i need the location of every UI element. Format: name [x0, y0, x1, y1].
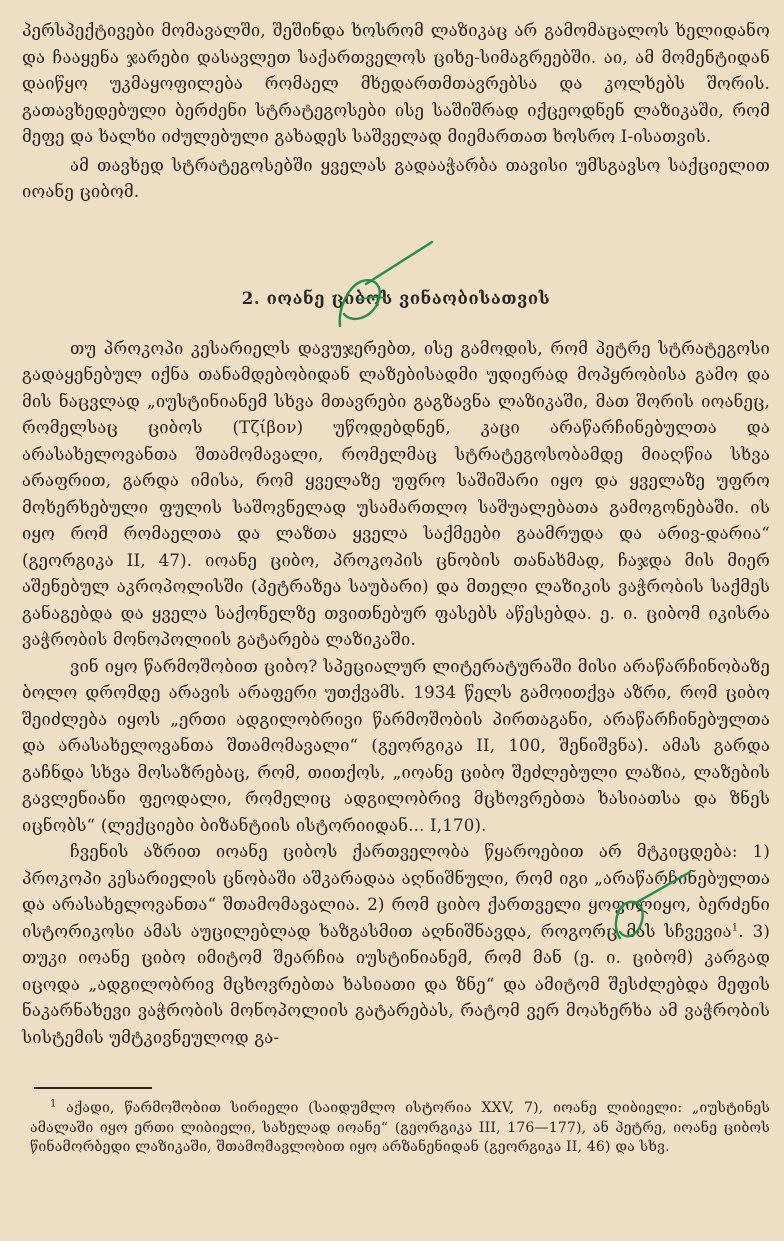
- paragraph-5-tail: . 3) თუკი იოანე ციბო იმიტომ შეარჩია იუსტინიანემ, რომ მან (ე. ი. ციბომ) კარგად იცოდა „ადგილობრივ მცხოვრებთა ხასიათი და ზნე“ და ამიტომ შესძლებდა მეფის ნაკარნახევი ვაჭრობის მონოპოლიის გატარებას, რატომ ვერ მოახერხა ამ ვაჭრობის სისტემის უმტკივნეულოდ გა-: [22, 921, 770, 1047]
- footnote-reference: 1: [731, 921, 739, 933]
- paragraph-5-text: ჩვენის აზრით იოანე ციბოს ქართველობა წყაროებით არ მტკიცდება: 1) პროკოპი კესარიელის ცნობაში აშკარადაა აღნიშნული, რომ იგი „არაწარჩინებულთა და არასახელოვანთა“ შთამომავალია. 2) რომ ციბო ქართველი ყოფილიყო, ბერძენი ისტორიკოსი ამას აუცილებლად ხაზგასმით აღნიშნავდა, როგორც მას სჩვევია: [22, 842, 770, 941]
- handwritten-pen-mark-heading: [300, 238, 440, 334]
- paragraph-2: ამ თავხედ სტრატეგოსებში ყველას გადააჭარბა თავისი უმსგავსო საქციელით იოანე ციბომ.: [22, 155, 770, 201]
- paragraph-4: ვინ იყო წარმოშობით ციბო? სპეციალურ ლიტერატურაში მისი არაწარჩინობაზე ბოლო დრომდე არავის არაფერი უთქვამს. 1934 წელს გამოითქვა აზრი, რომ ციბო შეიძლება იყოს „ერთი ადგილობრივი წარმოშობის პირთაგანი, არაწარჩინებულთა და არასახელოვანთა შთამომავალი“ (გეორგიკა II, 100, შენიშვნა). ამას გარდა გაჩნდა სხვა მოსაზრებაც, რომ, თითქოს, „იოანე ციბო შეძლებული ლაზია, ლაზების გავლენიანი ფეოდალი, რომელიც ადგილობრივ მცხოვრებთა ხასიათსა და ზნეს იცნობს“ (ლექციები ბიზანტიის ისტორიიდან... I,170).: [22, 656, 770, 835]
- top-section: [22, 18, 770, 206]
- paragraph-1: პერსპექტივები მომავალში, შეშინდა ხოსრომ ლაზიკაც არ გამომაცალოს ხელიდანო და ჩააყენა ჯარები დასავლეთ საქართველოს ციხე-სიმაგრეებში. აი, ამ მომენტიდან დაიწყო უკმაყოფილება რომაელ მხედართმთავრებსა და კოლხებს შორის. გათავხედებული ბერძენი სტრატეგოსები ისე საშიშრად იქცეოდნენ ლაზიკაში, რომ მეფე და ხალხი იძულებული გახადეს საშველად მიემართათ ხოსრო I-ისათვის.: [22, 21, 770, 146]
- handwritten-pen-mark-body: [606, 868, 696, 948]
- paragraph-3: თუ პროკოპი კესარიელს დავუჯერებთ, ისე გამოდის, რომ პეტრე სტრატეგოსი გადაყენებულ იქნა თანამდებობიდან ლაზებისადმი უდიერად მოპყრობისა გამო და მის ნაცვლად „იუსტინიანემ სხვა მთავრები გაგზავნა ლაზიკაში, მათ შორის იოანეც, რომელსაც ციბოს (Τζίβον) უწოდებდნენ, კაცი არაწარჩინებულთა და არასახელოვანთა შთამომავალი, რომელმაც სტრატეგოსობამდე მიაღწია სხვა არაფრით, გარდა იმისა, რომ ყველაზე უფრო საშიშარი იყო და ყველაზე უფრო მოხერხებული ფულის საშოვნელად უსამართლო საშუალებათა გამოგონებაში. ის იყო რომ რომაელთა და ლაზთა ყველა საქმეები გაამრუდა და არივ-დარია“ (გეორგიკა II, 47). იოანე ციბო, პროკოპის ცნობის თანახმად, ჩაჯდა მის მიერ აშენებულ აკროპოლისში (პეტრაზეა საუბარი) და მთელი ლაზიკის ვაჭრობის საქმეს განაგებდა და ყველა საქონელზე თვითნებურ ფასებს აწესებდა. ე. ი. ციბომ იკისრა ვაჭრობის მონოპოლიის გატარება ლაზიკაში.: [22, 338, 770, 649]
- footnote: [22, 1099, 770, 1158]
- footnote-marker: 1: [50, 1098, 57, 1110]
- footnote-body: აქადი, წარმოშობით სირიელი (საიდუმლო ისტორია XXV, 7), იოანე ლიბიელი: „იუსტინეს ამალაში იყო ერთი ლიბიელი, სახელად იოანე“ (გეორგიკა III, 176—177), ან პეტრე, იოანე ციბოს წინამორბედი ლაზიკაში, შთამომავლობით იყო არზანენიდან (გეორგიკა II, 46) და სხვ.: [30, 1100, 770, 1155]
- footnote-text: [30, 1099, 770, 1158]
- footnote-separator: [34, 1087, 152, 1089]
- section-heading: 2. იოანე ციბოს ვინაობისათვის: [241, 287, 551, 308]
